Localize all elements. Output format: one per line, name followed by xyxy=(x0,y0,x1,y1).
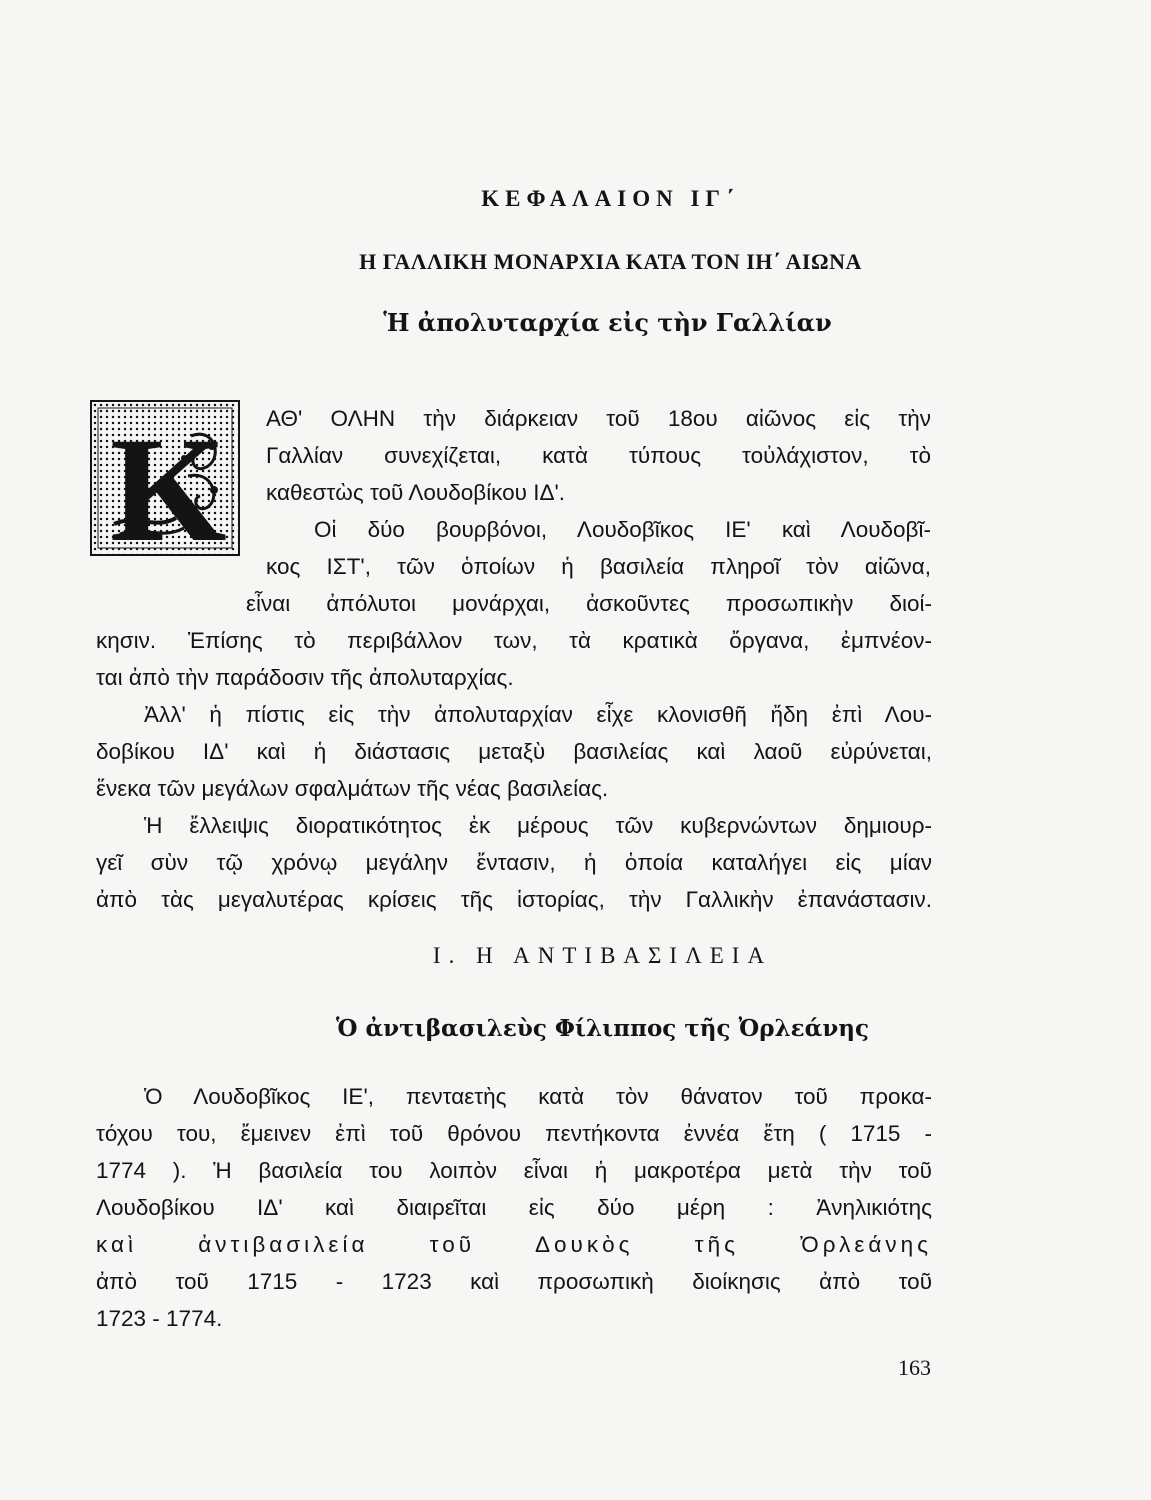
text-line: Ἀλλ' ἡ πίστις εἰς τὴν ἀπολυταρχίαν εἶχε κλονισθῆ ἤδη ἐπὶ Λου- xyxy=(144,702,932,727)
text-line: ἀπὸ τὰς μεγαλυτέρας κρίσεις τῆς ἱστορίας, τὴν Γαλλικὴν ἐπανάστασιν. xyxy=(96,887,932,912)
section-heading: Ἡ ἀπολυταρχία εἰς τὴν Γαλλίαν xyxy=(383,308,832,337)
text-line: τόχου του, ἔμεινεν ἐπὶ τοῦ θρόνου πεντήκοντα ἐννέα ἔτη ( 1715 - xyxy=(96,1121,932,1146)
text-line: Λουδοβίκου ΙΔ' καὶ διαιρεῖται εἰς δύο μέρη : Ἀνηλικιότης xyxy=(96,1195,932,1220)
text-line: καθεστὼς τοῦ Λουδοβίκου ΙΔ'. xyxy=(266,480,566,505)
text-line: ται ἀπὸ τὴν παράδοσιν τῆς ἀπολυταρχίας. xyxy=(96,665,514,690)
text-line: δοβίκου ΙΔ' καὶ ἡ διάστασις μεταξὺ βασιλείας καὶ λαοῦ εὐρύνεται, xyxy=(96,739,932,764)
dropcap-letter: K xyxy=(110,407,227,550)
intro-paragraph-wide xyxy=(96,585,932,918)
text-line: καὶ ἀντιβασιλεία τοῦ Δουκὸς τῆς Ὀρλεάνης xyxy=(96,1232,932,1257)
text-line: Γαλλίαν συνεχίζεται, κατὰ τύπους τοὐλάχιστον, τὸ xyxy=(266,443,931,468)
text-line: Ἡ ἔλλειψις διορατικότητος ἐκ μέρους τῶν κυβερνώντων δημιουρ- xyxy=(144,813,932,838)
text-line: Οἱ δύο βουρβόνοι, Λουδοβῖκος ΙΕ' καὶ Λουδοβῖ- xyxy=(314,517,931,542)
text-line: ἀπὸ τοῦ 1715 - 1723 καὶ προσωπικὴ διοίκησις ἀπὸ τοῦ xyxy=(96,1269,932,1294)
page-number: 163 xyxy=(898,1355,931,1380)
dropcap-letter-icon xyxy=(96,406,234,550)
text-line: Ὁ Λουδοβῖκος ΙΕ', πενταετὴς κατὰ τὸν θάνατον τοῦ προκα- xyxy=(144,1084,932,1109)
text-line: κησιν. Ἐπίσης τὸ περιβάλλον των, τὰ κρατικὰ ὄργανα, ἐμπνέον- xyxy=(96,628,932,653)
chapter-heading: ΚΕΦΑΛΑΙΟΝ ΙΓ΄ xyxy=(481,186,740,211)
dropcap-ornament xyxy=(96,406,234,550)
intro-paragraph-narrow xyxy=(266,400,931,585)
text-line: εἶναι ἀπόλυτοι μονάρχαι, ἀσκοῦντες προσωπικὴν διοί- xyxy=(246,591,932,616)
chapter-title: Η ΓΑΛΛΙΚΗ ΜΟΝΑΡΧΙΑ ΚΑΤΑ ΤΟΝ ΙΗ΄ ΑΙΩΝΑ xyxy=(359,249,862,274)
text-line: ΑΘ' ΟΛΗΝ τὴν διάρκειαν τοῦ 18ου αἰῶνος εἰς τὴν xyxy=(266,406,931,431)
text-line: κος ΙΣΤ', τῶν ὁποίων ἡ βασιλεία πληροῖ τὸν αἰῶνα, xyxy=(266,554,931,579)
text-line: 1774 ). Ἡ βασιλεία του λοιπὸν εἶναι ἡ μακροτέρα μετὰ τὴν τοῦ xyxy=(96,1158,932,1183)
subsection-paragraph xyxy=(96,1078,932,1337)
subsection-heading: Ι. Η ΑΝΤΙΒΑΣΙΛΕΙΑ xyxy=(432,943,773,968)
text-line: ἕνεκα τῶν μεγάλων σφαλμάτων τῆς νέας βασιλείας. xyxy=(96,776,609,801)
decorative-dropcap xyxy=(90,400,240,556)
subsection-title: Ὁ ἀντιβασιλεὺς Φίλιππος τῆς Ὀρλεάνης xyxy=(335,1015,870,1042)
text-line: γεῖ σὺν τῷ χρόνῳ μεγάλην ἔντασιν, ἡ ὁποία καταλήγει εἰς μίαν xyxy=(96,850,932,875)
text-line: 1723 - 1774. xyxy=(96,1306,223,1331)
